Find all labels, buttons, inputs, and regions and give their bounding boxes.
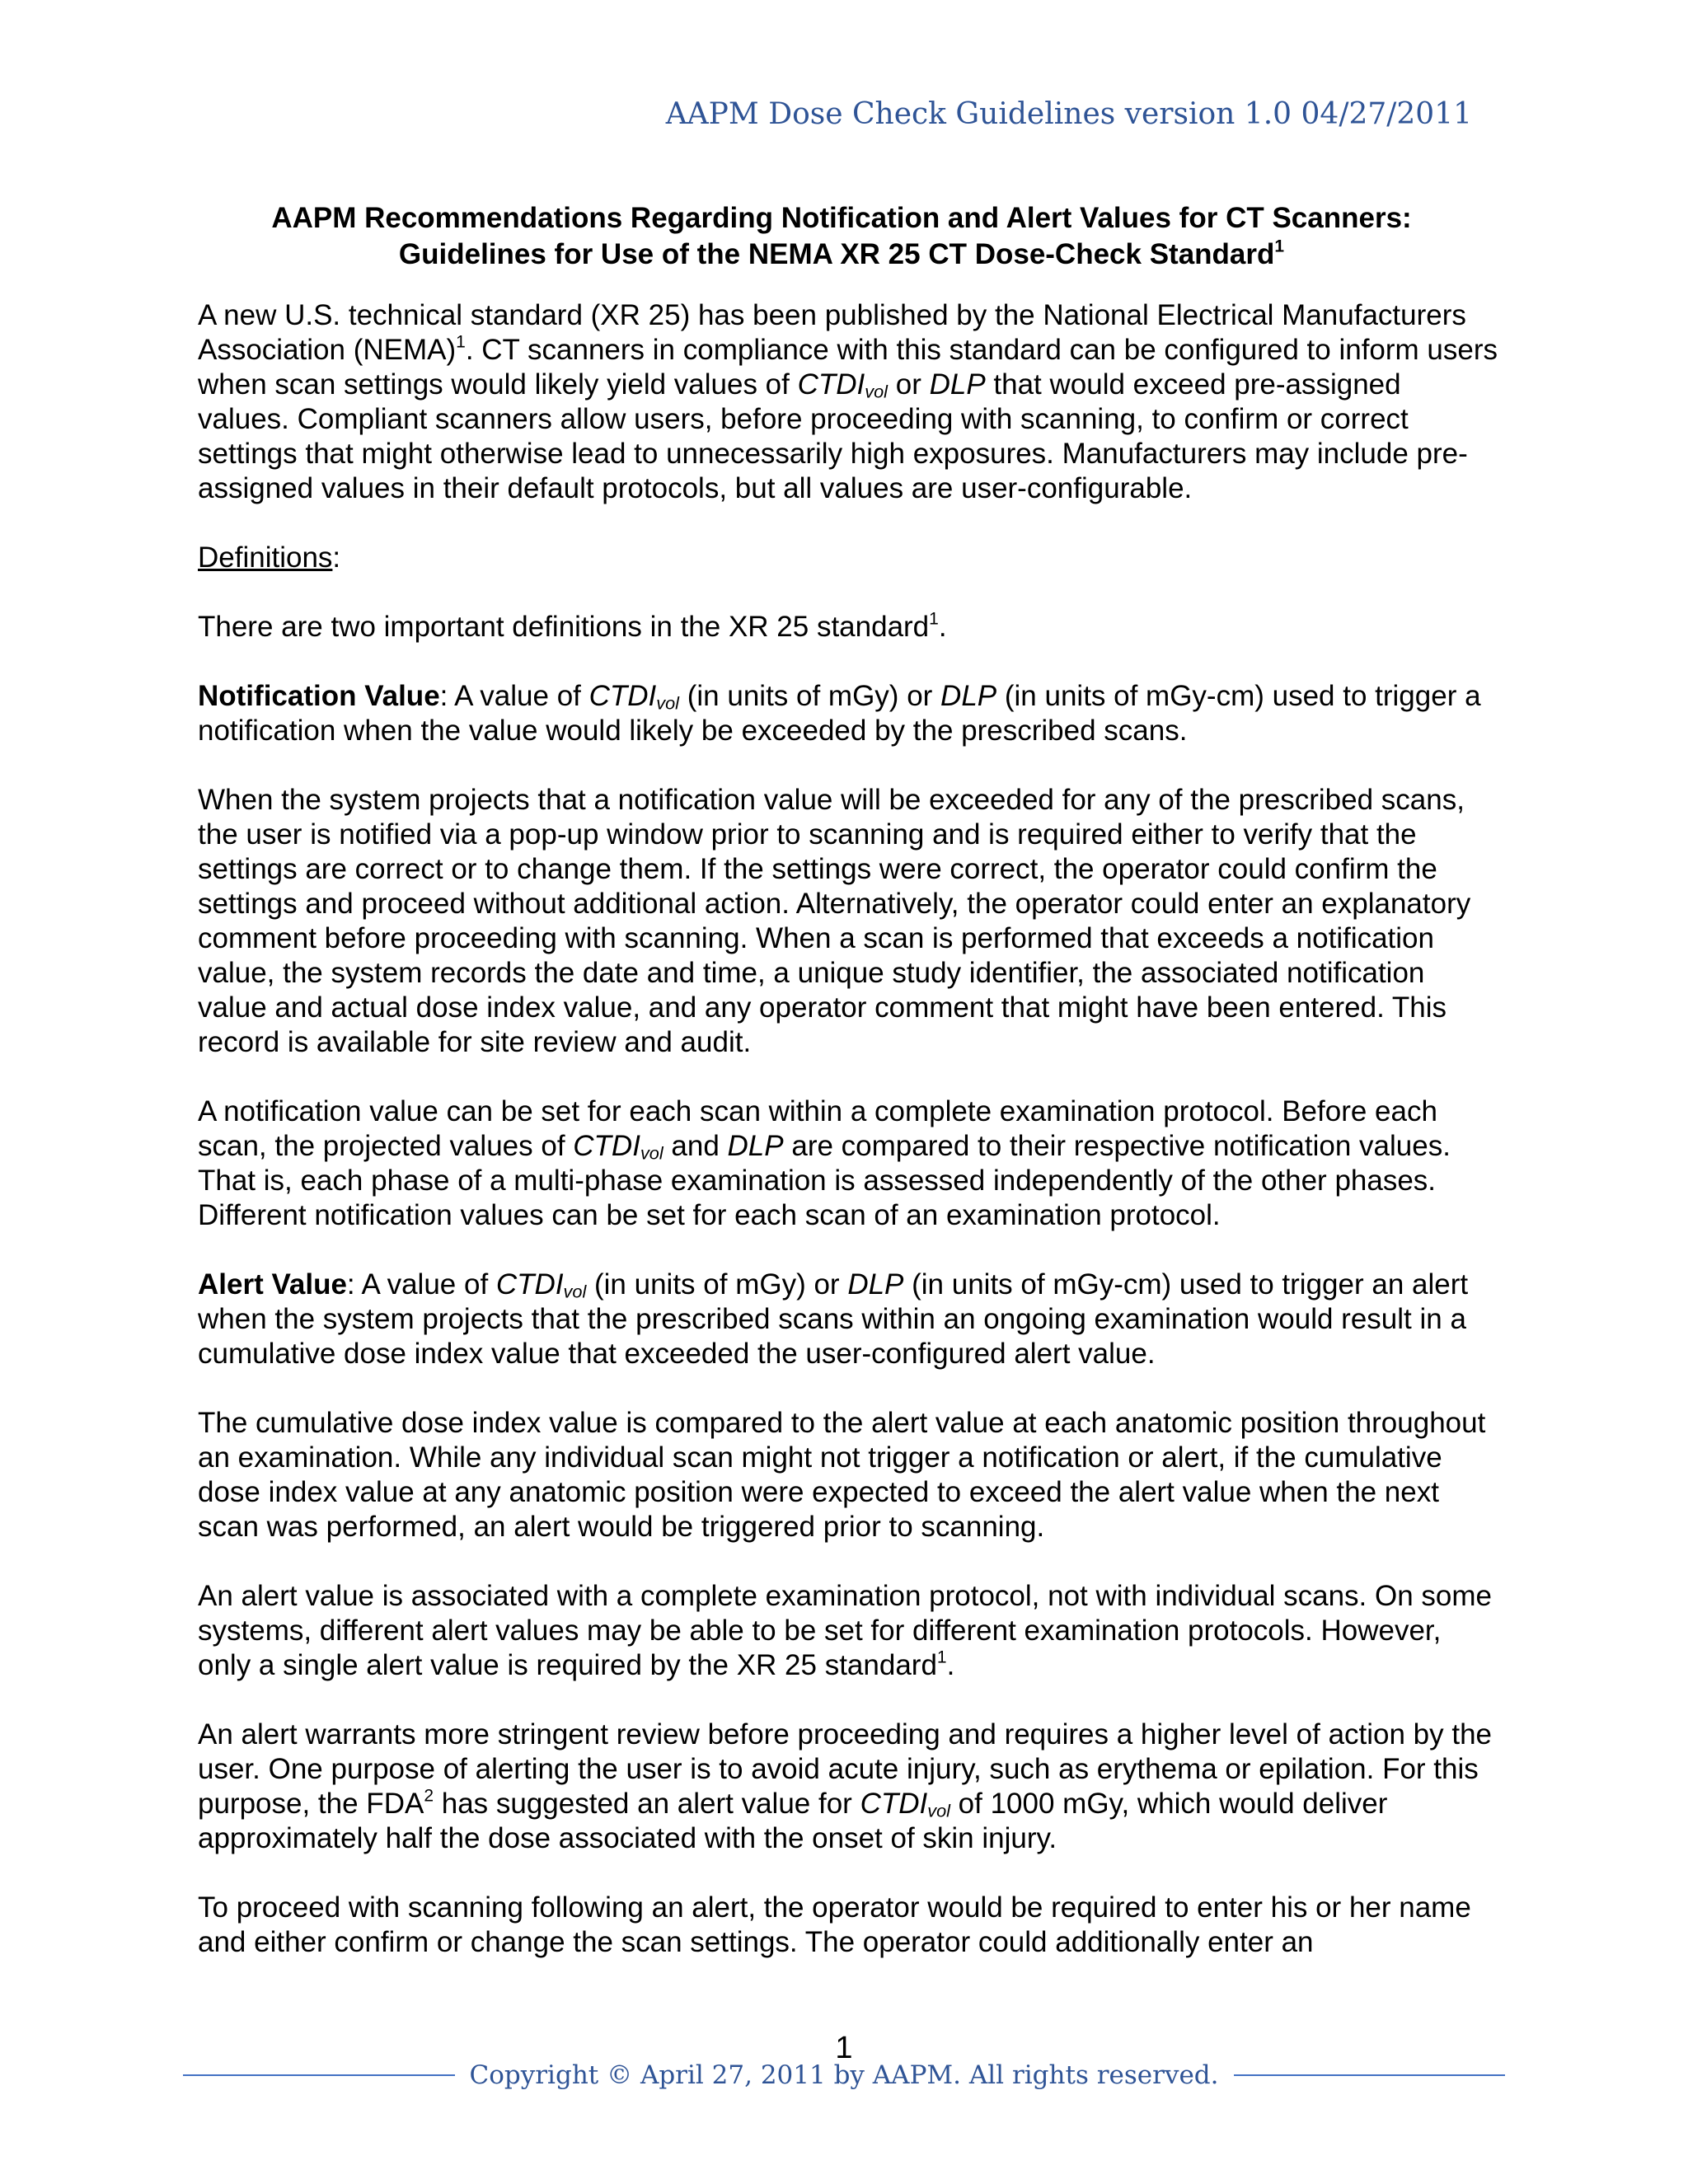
ctdi-term bbox=[860, 1788, 950, 1820]
paragraph-alert-review bbox=[198, 1718, 1500, 1856]
text-run: CTDI bbox=[797, 368, 865, 401]
subscript: vol bbox=[927, 1800, 950, 1821]
text-run: A new U.S. technical standard (XR 25) has been published by the National Electrical Manufacturers Association (NEMA) bbox=[198, 299, 1466, 366]
text-run: . bbox=[938, 611, 947, 643]
text-run: (in units of mGy) or bbox=[679, 680, 941, 712]
text-run: are compared to their respective notification values. That is, each phase of a multi-phase examination is assessed independently of the other phases. Different notification values can be set for each scan of an examination protocol. bbox=[198, 1130, 1451, 1231]
dlp-term: DLP bbox=[940, 680, 997, 712]
footnote-ref: 2 bbox=[424, 1786, 434, 1806]
definitions-heading bbox=[198, 541, 1500, 575]
paragraph-alert-protocol bbox=[198, 1579, 1500, 1683]
footer-rule-left bbox=[183, 2074, 455, 2076]
document-body bbox=[198, 298, 1500, 1994]
paragraph-notification-behavior: When the system projects that a notification value will be exceeded for any of the prescribed scans, the user is notified via a pop-up window prior to scanning and is required either to verify that the settings are correct or to change them. If the settings were correct, the operator could confirm the settings and proceed without additional action. Alternatively, the operator could enter an explanatory comment before proceeding with scanning. When a scan is performed that exceeds a notification value, the system records the date and time, a unique study identifier, the associated notification value and actual dose index value, and any operator comment that might have been entered. This record is available for site review and audit. bbox=[198, 784, 1471, 1058]
text-run: of 1000 mGy, which would deliver approximately half the dose associated with the onset of skin injury. bbox=[198, 1788, 1388, 1854]
subscript: vol bbox=[563, 1281, 587, 1302]
text-run: (in units of mGy-cm) used to trigger a notification when the value would likely be exceeded by the prescribed scans. bbox=[198, 680, 1481, 747]
ctdi-term bbox=[798, 368, 888, 401]
text-run: An alert warrants more stringent review before proceeding and requires a higher level of action by the user. One purpose of alerting the user is to avoid acute injury, such as erythema or epilation. For this purpose, the FDA bbox=[198, 1718, 1493, 1820]
running-header: AAPM Dose Check Guidelines version 1.0 04/27/2011 bbox=[665, 97, 1472, 131]
paragraph-alert-proceed: To proceed with scanning following an alert, the operator would be required to enter his or her name and either confirm or change the scan settings. The operator could additionally enter an bbox=[198, 1891, 1471, 1958]
copyright-notice: Copyright © April 27, 2011 by AAPM. All rights reserved. bbox=[469, 2060, 1219, 2090]
subscript: vol bbox=[656, 692, 680, 714]
paragraph-notification-per-scan bbox=[198, 1094, 1500, 1233]
text-run: An alert value is associated with a complete examination protocol, not with individual scans. On some systems, different alert values may be able to be set for different examination protocols. However, only a single alert value is required by the XR 25 standard bbox=[198, 1580, 1492, 1681]
subscript: vol bbox=[640, 1142, 663, 1164]
text-run: There are two important definitions in the XR 25 standard bbox=[198, 611, 930, 643]
text-run: CTDI bbox=[495, 1268, 564, 1301]
footer-rule-right bbox=[1234, 2074, 1506, 2076]
text-run: . CT scanners in compliance with this standard can be configured to inform users when scan settings would likely yield values of bbox=[198, 334, 1498, 401]
title-line-2-text: Guidelines for Use of the NEMA XR 25 CT Dose-Check Standard bbox=[398, 238, 1275, 270]
footer bbox=[183, 2060, 1505, 2090]
paragraph-cumulative-dose: The cumulative dose index value is compared to the alert value at each anatomic position throughout an examination. While any individual scan might not trigger a notification or alert, if the cumulative dose index value at any anatomic position were expected to exceed the alert value when the next scan was performed, an alert would be triggered prior to scanning. bbox=[198, 1407, 1486, 1543]
dlp-term: DLP bbox=[929, 368, 986, 401]
footnote-ref: 1 bbox=[929, 609, 939, 629]
text-run: A notification value can be set for each scan within a complete examination protocol. Before each scan, the projected values of bbox=[198, 1095, 1437, 1162]
text-run: CTDI bbox=[860, 1788, 928, 1820]
ctdi-term bbox=[573, 1130, 663, 1162]
dlp-term: DLP bbox=[847, 1268, 904, 1301]
text-run: has suggested an alert value for bbox=[434, 1788, 860, 1820]
footnote-ref: 1 bbox=[1274, 237, 1285, 256]
text-run: and bbox=[663, 1130, 728, 1162]
ctdi-term bbox=[589, 680, 679, 712]
text-run: : A value of bbox=[439, 680, 589, 712]
footnote-ref: 1 bbox=[456, 332, 466, 352]
page-number: 1 bbox=[835, 2031, 853, 2065]
text-run: (in units of mGy) or bbox=[586, 1268, 848, 1301]
text-run: that would exceed pre-assigned values. Compliant scanners allow users, before proceeding with scanning, to confirm or correct settings that might otherwise lead to unnecessarily high exposures. Manufacturers may include pre-assigned values in their default protocols, but all values are user-configurable. bbox=[198, 368, 1468, 504]
text-run: CTDI bbox=[573, 1130, 640, 1162]
dlp-term: DLP bbox=[727, 1130, 784, 1162]
text-run: : bbox=[332, 541, 341, 574]
paragraph-intro bbox=[198, 298, 1500, 506]
subscript: vol bbox=[865, 381, 888, 402]
text-run: . bbox=[946, 1649, 955, 1681]
ctdi-term bbox=[496, 1268, 586, 1301]
definitions-heading-text: Definitions bbox=[198, 541, 333, 574]
paragraph-notification-value bbox=[198, 679, 1500, 748]
term-notification-value: Notification Value bbox=[198, 680, 440, 712]
text-run: CTDI bbox=[588, 680, 657, 712]
footnote-ref: 1 bbox=[936, 1647, 947, 1667]
title-line-2 bbox=[198, 237, 1485, 273]
term-alert-value: Alert Value bbox=[198, 1268, 347, 1301]
paragraph-alert-value bbox=[198, 1268, 1500, 1371]
paragraph-definitions-intro bbox=[198, 610, 1500, 644]
text-run: (in units of mGy-cm) used to trigger an alert when the system projects that the prescribed scans within an ongoing examination would result in a cumulative dose index value that exceeded the user-configured alert value. bbox=[198, 1268, 1469, 1370]
text-run: : A value of bbox=[346, 1268, 496, 1301]
text-run: or bbox=[888, 368, 930, 401]
document-title bbox=[198, 200, 1485, 273]
title-line-1: AAPM Recommendations Regarding Notification and Alert Values for CT Scanners: bbox=[271, 202, 1412, 234]
